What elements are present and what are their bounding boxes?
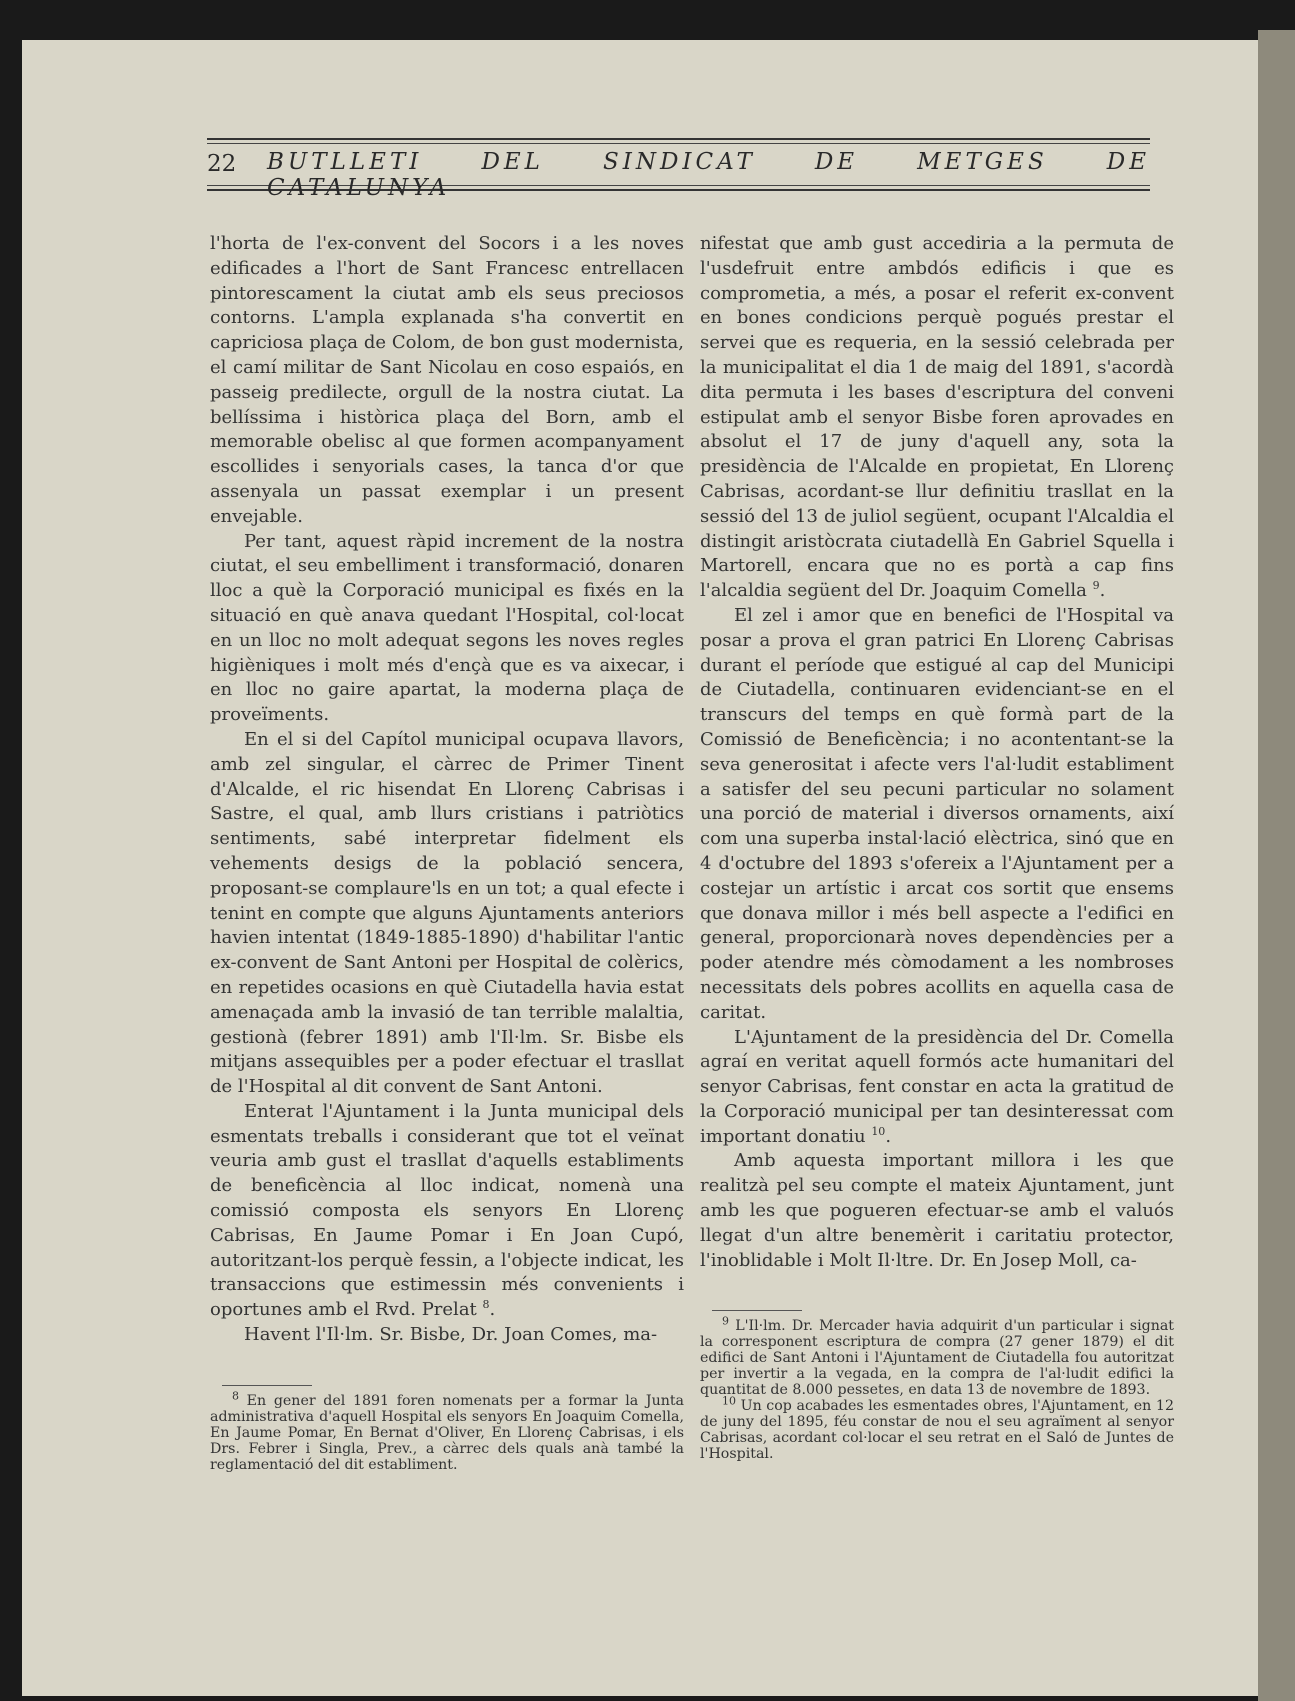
paragraph-text: El zel i amor que en benefici de l'Hospital va posar a prova el gran patrici En Llorenç Cabrisas durant el període que estigué al cap del Municipi de Ciutadella, continuaren evidenciant-se en el transcurs del temps en què formà part de la Comissió de Beneficència; i no acontentant-se la seva generositat i afecte vers l'al·ludit establiment a satisfer del seu pecuni particular no solament una porció de material i diversos ornaments, així com una superba instal·lació elèctrica, sinó que en 4 d'octubre del 1893 s'ofereix a l'Ajuntament per a costejar un artístic i arcat cos sortit que ensems que donava millor i més bell aspecte a l'edifici en general, proporcionarà noves dependències per a poder atendre més còmodament a les nombroses necessitats dels pobres acollits en aquella casa de caritat. bbox=[700, 604, 1174, 1023]
paragraph: L'Ajuntament de la presidència del Dr. Comella agraí en veritat aquell formós acte humanitari del senyor Cabrisas, fent constar en acta la gratitud de la Corporació municipal per tan desinteressat com important donatiu $^{10}$. bbox=[700, 1026, 1174, 1147]
running-header bbox=[207, 138, 1150, 201]
right-column bbox=[700, 232, 1174, 1273]
adjacent-page-edge bbox=[1258, 30, 1295, 1701]
running-title: BUTLLETI DEL SINDICAT DE METGES DE CATALUNYA bbox=[267, 149, 1150, 201]
footnote-rule-right bbox=[712, 1310, 802, 1311]
paragraph-text: l'horta de l'ex-convent del Socors i a les noves edificades a l'hort de Sant Francesc entrellacen pintorescament la ciutat amb els seus preciosos contorns. L'ampla explanada s'ha convertit en capriciosa plaça de Colom, de bon gust modernista, el camí militar de Sant Nicolau en coso espaiós, en passeig predilecte, orgull de la nostra ciutat. La bellíssima i històrica plaça del Born, amb el memorable obelisc al que formen acompanyament escollides i senyorials cases, la tanca d'or que assenyala un passat exemplar i un present envejable. bbox=[210, 233, 684, 527]
paragraph: nifestat que amb gust accediria a la permuta de l'usdefruit entre ambdós edificis i que es comprometia, a més, a posar el referit ex-convent en bones condicions perquè pogués prestar el servei que es requeria, en la sessió celebrada per la municipalitat el dia 1 de maig del 1891, s'acordà dita permuta i les bases d'escriptura del conveni estipulat amb el senyor Bisbe foren aprovades en absolut el 17 de juny d'aquell any, sota la presidència de l'Alcalde en propietat, En Llorenç Cabrisas, acordant-se llur definitiu trasllat en la sessió del 13 de juliol següent, ocupant l'Alcaldia el distingit aristòcrata ciutadellà En Gabriel Squella i Martorell, encara que no es portà a cap fins l'alcaldia següent del Dr. Joaquim Comella $^9$. bbox=[700, 233, 1174, 602]
paragraph bbox=[210, 728, 684, 1100]
paragraph-text: Per tant, aquest ràpid increment de la nostra ciutat, el seu embelliment i transformació, donaren lloc a què la Corporació municipal es fixés en la situació en què anava quedant l'Hospital, col·locat en un lloc no molt adequat segons les noves regles higièniques i molt més d'ençà que es va aixecar, i en lloc no gaire apartat, la moderna plaça de proveïments. bbox=[210, 530, 684, 726]
footnote bbox=[210, 1389, 685, 1473]
header-top-rule bbox=[207, 138, 1150, 140]
footnote-mark: 8 bbox=[232, 1389, 239, 1403]
footnote-text: En gener del 1891 foren nomenats per a formar la Junta administrativa d'aquell Hospital els senyors En Joaquim Comella, En Jaume Pomar, En Bernat d'Oliver, En Llorenç Cabrisas, i els Drs. Febrer i Singla, Prev., a càrrec dels quals anà també la reglamentació del dit establiment. bbox=[210, 1393, 685, 1473]
paragraph-text: Amb aquesta important millora i les que realitzà pel seu compte el mateix Ajuntament, junt amb les que pogueren efectuar-se amb el valuós llegat d'un altre benemèrit i caritatiu protector, l'inoblidable i Molt Il·ltre. Dr. En Josep Moll, ca- bbox=[700, 1150, 1174, 1271]
footnote-mark: 10 bbox=[722, 1394, 736, 1408]
footnotes-right bbox=[700, 1314, 1175, 1462]
paragraph-text: nifestat que amb gust accediria a la permuta de l'usdefruit entre ambdós edificis i que es comprometia, a més, a posar el referit ex-convent en bones condicions perquè pogués prestar el servei que es requeria, en la sessió celebrada per la municipalitat el dia 1 de maig del 1891, s'acordà dita permuta i les bases d'escriptura del conveni estipulat amb el senyor Bisbe foren aprovades en absolut el 17 de juny d'aquell any, sota la presidència de l'Alcalde en propietat, En Llorenç Cabrisas, acordant-se llur definitiu trasllat en la sessió del 13 de juliol següent, ocupant l'Alcaldia el distingit aristòcrata ciutadellà En Gabriel Squella i Martorell, encara que no es portà a cap fins l'alcaldia següent del Dr. Joaquim Comella bbox=[700, 233, 1174, 602]
footnote bbox=[700, 1394, 1174, 1462]
paragraph-text: En el si del Capítol municipal ocupava llavors, amb zel singular, el càrrec de Primer Tinent d'Alcalde, el ric hisendat En Llorenç Cabrisas i Sastre, el qual, amb llurs cristians i patriòtics sentiments, sabé interpretar fidelment els vehements desigs de la població sencera, proposant-se complaure'ls en un tot; a qual efecte i tenint en compte que alguns Ajuntaments anteriors havien intentat (1849-1885-1890) d'habilitar l'antic ex-convent de Sant Antoni per Hospital de colèrics, en repetides ocasions en què Ciutadella havia estat amenaçada amb la invasió de tan terrible malaltia, gestionà (febrer 1891) amb l'Il·lm. Sr. Bisbe els mitjans assequibles per a poder efectuar el trasllat de l'Hospital al dit convent de Sant Antoni. bbox=[210, 728, 684, 1098]
footnote-mark: 9 bbox=[722, 1314, 729, 1328]
left-column bbox=[210, 232, 684, 1348]
footnote-rule-left bbox=[222, 1385, 312, 1386]
footnote-text: L'Il·lm. Dr. Mercader havia adquirit d'un particular i signat la corresponent escriptura de compra (27 gener 1879) el dit edifici de Sant Antoni i l'Ajuntament de Ciutadella fou autoritzat per invertir a la vegada, en la compra de l'al·ludit edifici la quantitat de 8.000 pessetes, en data 13 de novembre de 1893. bbox=[700, 1318, 1175, 1398]
paragraph-text: Enterat l'Ajuntament i la Junta municipal dels esmentats treballs i considerant que tot el veïnat veuria amb gust el trasllat d'aquells establiments de beneficència al lloc indicat, nomenà una comissió composta els senyors En Llorenç Cabrisas, En Jaume Pomar i En Joan Cupó, autoritzant-los perquè fessin, a l'objecte indicat, les transaccions que estimessin més convenients i oportunes amb el Rvd. Prelat bbox=[210, 1100, 684, 1321]
paragraph bbox=[210, 232, 684, 530]
footnote-ref[interactable]: 10 bbox=[871, 1124, 886, 1138]
paragraph-text: Havent l'Il·lm. Sr. Bisbe, Dr. Joan Comes, ma- bbox=[244, 1324, 658, 1346]
footnote bbox=[700, 1314, 1175, 1398]
paragraph bbox=[700, 604, 1174, 1026]
paragraph bbox=[210, 530, 684, 728]
footnote-ref[interactable]: 9 bbox=[1092, 579, 1100, 593]
paragraph: Enterat l'Ajuntament i la Junta municipal dels esmentats treballs i considerant que tot el veïnat veuria amb gust el trasllat d'aquells establiments de beneficència al lloc indicat, nomenà una comissió composta els senyors En Llorenç Cabrisas, En Jaume Pomar i En Joan Cupó, autoritzant-los perquè fessin, a l'objecte indicat, les transaccions que estimessin més convenients i oportunes amb el Rvd. Prelat $^8$. bbox=[210, 1100, 684, 1321]
footnote-ref[interactable]: 8 bbox=[482, 1298, 490, 1312]
page-number: 22 bbox=[207, 151, 237, 177]
paragraph bbox=[700, 1149, 1174, 1273]
footnotes-left bbox=[210, 1389, 685, 1473]
footnote-text: Un cop acabades les esmentades obres, l'Ajuntament, en 12 de juny del 1895, féu constar de nou el seu agraïment al senyor Cabrisas, acordant col·locar el seu retrat en el Saló de Juntes de l'Hospital. bbox=[700, 1398, 1174, 1462]
paragraph-text: L'Ajuntament de la presidència del Dr. Comella agraí en veritat aquell formós acte humanitari del senyor Cabrisas, fent constar en acta la gratitud de la Corporació municipal per tan desinteressat com important donatiu bbox=[700, 1026, 1174, 1147]
paragraph bbox=[210, 1323, 684, 1348]
